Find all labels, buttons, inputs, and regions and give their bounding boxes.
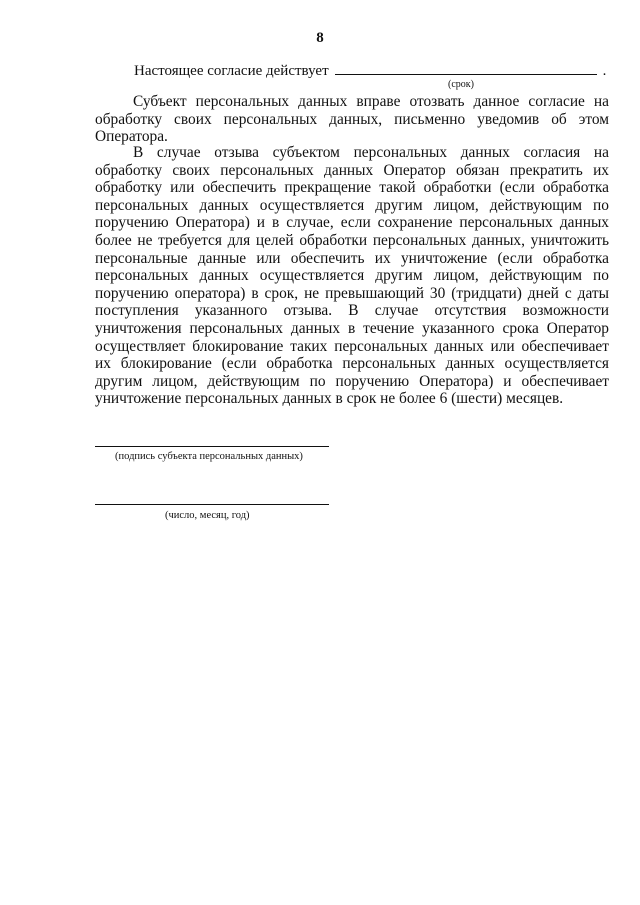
paragraph-revocation-procedure: В случае отзыва субъектом персональных данных согласия на обработку своих персональных данных Оператор обязан прекратить их обработку или обеспечить прекращение такой обработки (если обработка персональных данных осуществляется другим лицом, действующим по поручению Оператора) и в случае, если сохранение персональных данных более не требуется для целей обработки персональных данных, уничтожить персональные данные или обеспечить их уничтожение (если обработка персональных данных осуществляется другим лицом, действующим по поручению оператора) в срок, не превышающий 30 (тридцати) дней с даты поступления указанного отзыва. В случае отсутствия возможности уничтожения персональных данных в течение указанного срока Оператор осуществляет блокирование таких персональных данных или обеспечивает их блокирование (если обработка персональных данных осуществляется другим лицом, действующим по поручению Оператора) и обеспечивает уничтожение персональных данных в срок не более 6 (шести) месяцев. <box>95 144 609 408</box>
signature-caption: (подпись субъекта персональных данных) <box>115 451 303 462</box>
signature-line <box>95 446 329 447</box>
validity-line <box>134 62 606 80</box>
validity-end-mark: . <box>602 63 607 79</box>
paragraph-revocation-right: Субъект персональных данных вправе отозвать данное согласие на обработку своих персональных данных, письменно уведомив об этом Оператора. <box>95 93 609 146</box>
validity-period-blank <box>335 62 597 75</box>
page-number: 8 <box>316 30 324 46</box>
validity-label: Настоящее согласие действует <box>134 63 329 79</box>
date-caption: (число, месяц, год) <box>165 510 250 521</box>
date-line <box>95 504 329 505</box>
period-caption: (срок) <box>448 79 474 90</box>
